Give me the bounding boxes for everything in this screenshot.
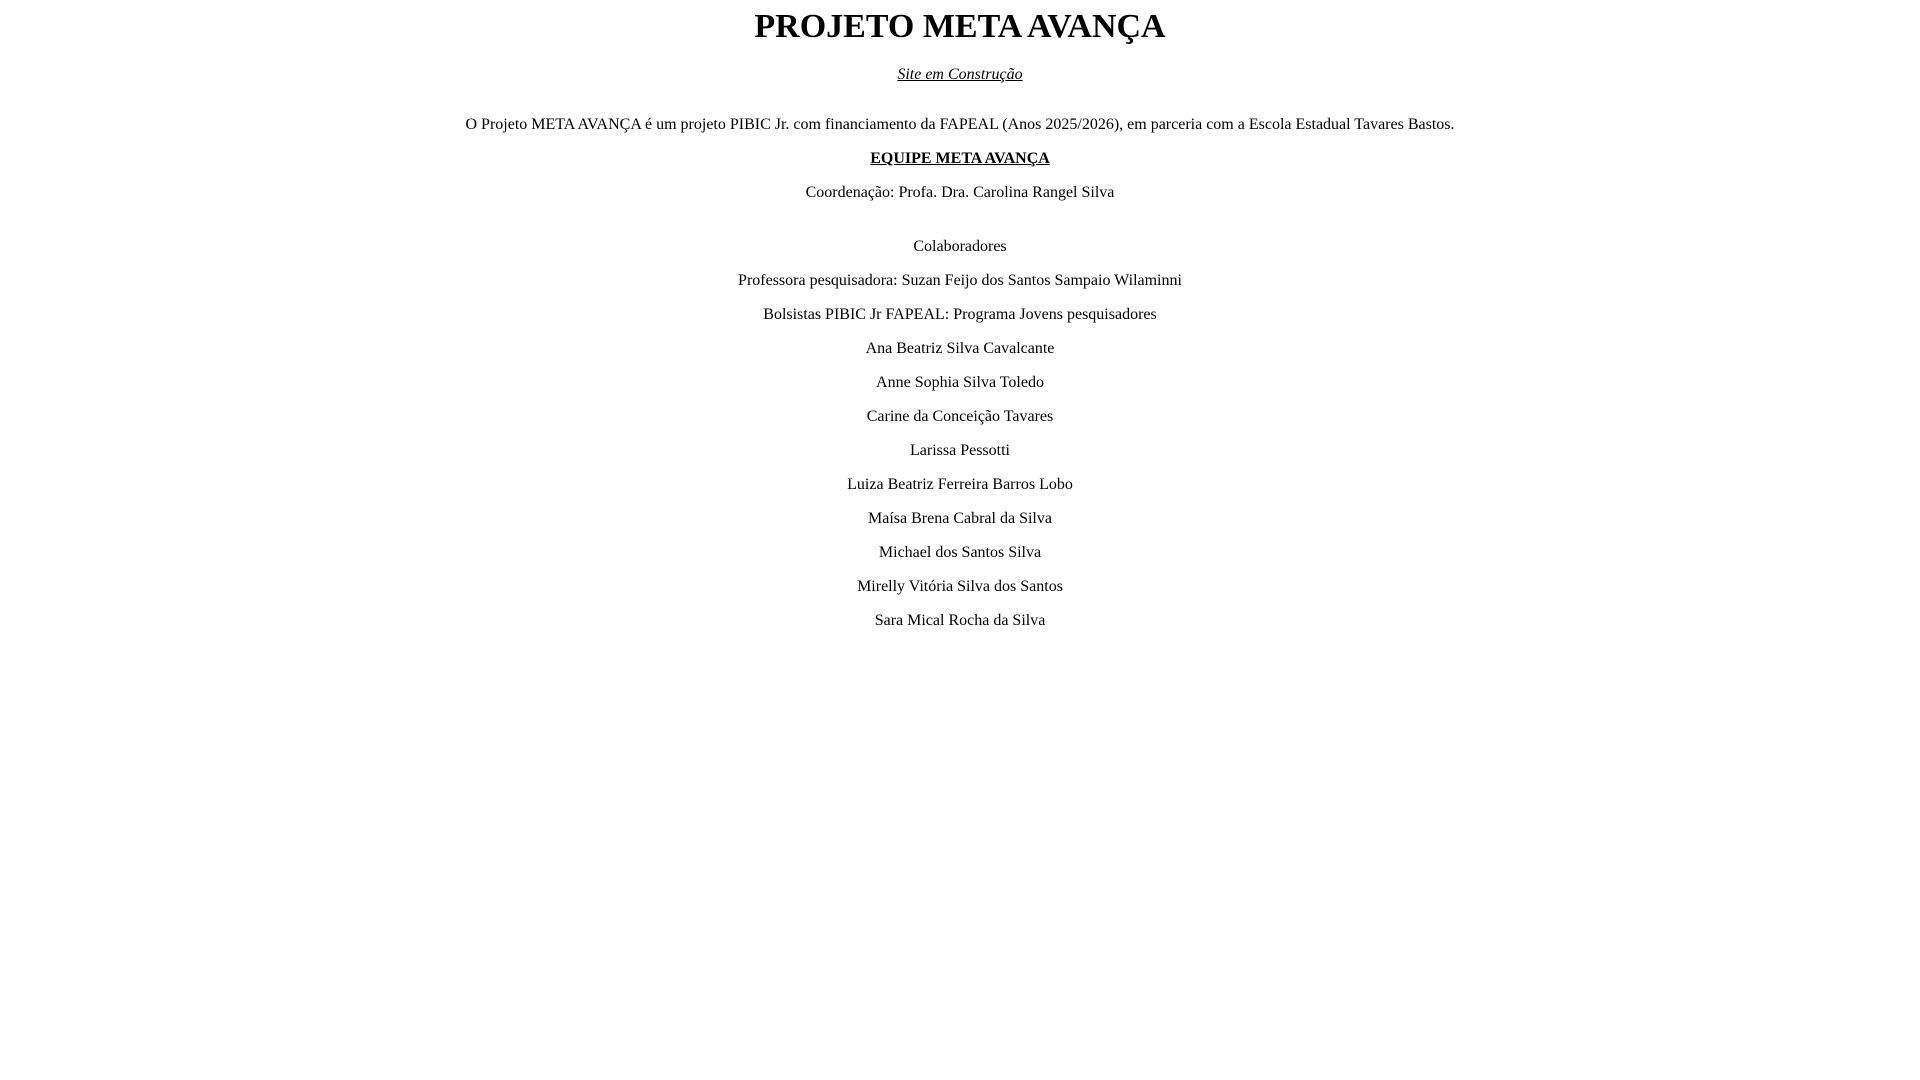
page-title: PROJETO META AVANÇA <box>754 8 1166 45</box>
member-item: Mirelly Vitória Silva dos Santos <box>857 578 1063 595</box>
member-item: Larissa Pessotti <box>910 442 1010 459</box>
member-item: Carine da Conceição Tavares <box>866 408 1054 425</box>
member-item: Michael dos Santos Silva <box>878 544 1042 561</box>
member-item: Ana Beatriz Silva Cavalcante <box>865 340 1055 357</box>
member-item: Anne Sophia Silva Toledo <box>876 374 1044 391</box>
construction-notice: Site em Construção <box>897 66 1023 83</box>
team-heading: EQUIPE META AVANÇA <box>870 150 1050 167</box>
scholarship-heading: Bolsistas PIBIC Jr FAPEAL: Programa Jovens pesquisadores <box>763 306 1157 323</box>
spacer <box>0 203 1920 237</box>
member-item: Sara Mical Rocha da Silva <box>874 612 1046 629</box>
project-description: O Projeto META AVANÇA é um projeto PIBIC Jr. com financiamento da FAPEAL (Anos 2025/2026), em parceria com a Escola Estadual Tavares Bastos. <box>465 116 1455 133</box>
member-item: Maísa Brena Cabral da Silva <box>868 510 1052 527</box>
coordination-text: Coordenação: Profa. Dra. Carolina Rangel Silva <box>805 184 1115 201</box>
researcher-text: Professora pesquisadora: Suzan Feijo dos Santos Sampaio Wilaminni <box>738 272 1182 289</box>
member-list <box>0 339 1920 631</box>
collaborators-heading: Colaboradores <box>913 238 1007 255</box>
member-item: Luiza Beatriz Ferreira Barros Lobo <box>847 476 1073 493</box>
